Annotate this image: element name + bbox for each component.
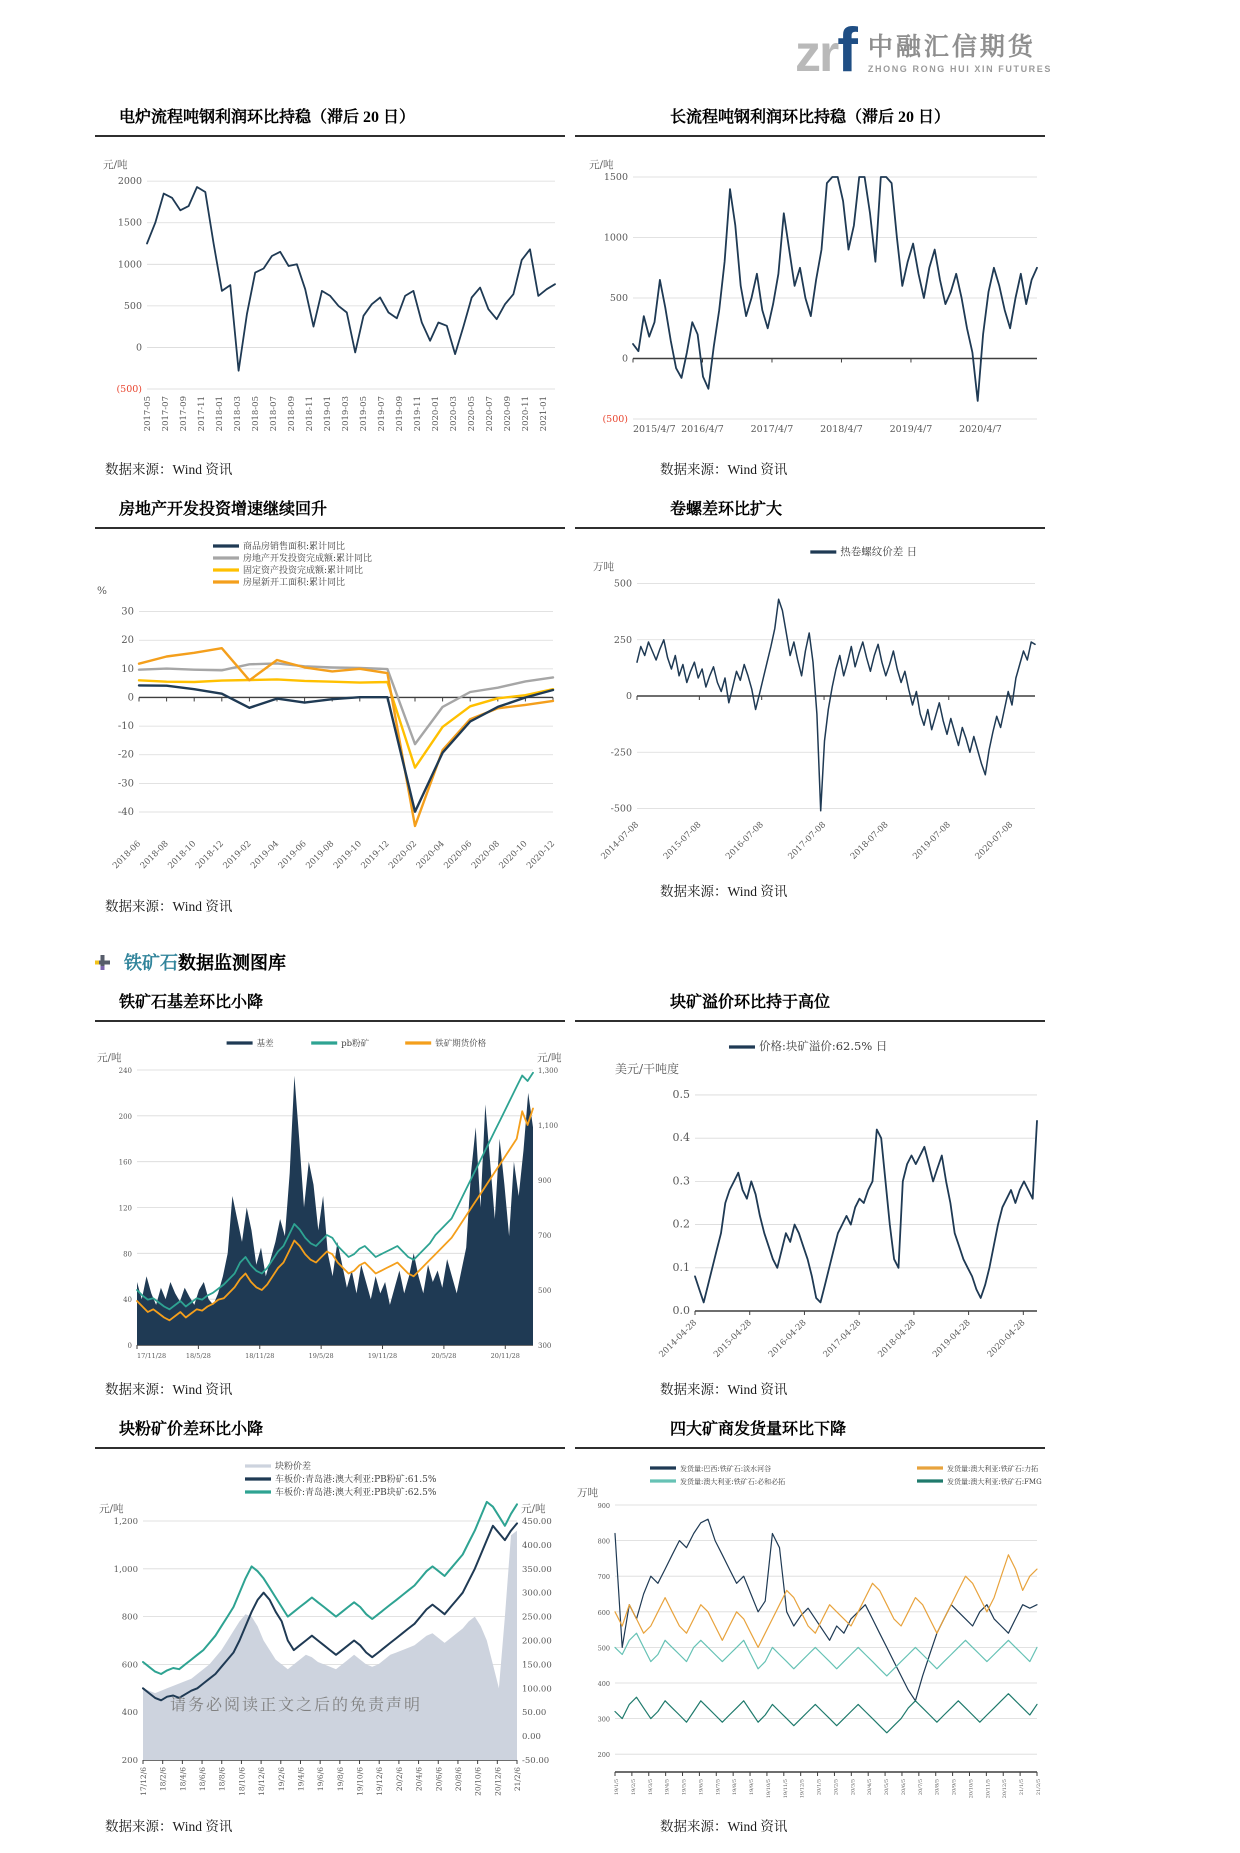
svg-text:1000: 1000 xyxy=(603,232,628,244)
svg-text:20/8/6: 20/8/6 xyxy=(453,1767,463,1792)
svg-text:2018-08: 2018-08 xyxy=(138,839,171,872)
chart-block-long-process-profit xyxy=(575,104,1045,478)
svg-text:19/8/5: 19/8/5 xyxy=(732,1779,739,1796)
svg-text:2019-08: 2019-08 xyxy=(304,839,337,872)
svg-text:-50.00: -50.00 xyxy=(522,1756,550,1766)
chart-block-lump-premium xyxy=(575,989,1045,1398)
svg-text:2021-01: 2021-01 xyxy=(538,396,549,432)
svg-text:20: 20 xyxy=(121,635,134,647)
svg-text:美元/干吨度: 美元/干吨度 xyxy=(615,1062,680,1076)
svg-text:2020-10: 2020-10 xyxy=(497,839,530,872)
chart-title: 长流程吨钢利润环比持稳（滞后 20 日） xyxy=(575,104,1045,137)
svg-text:400.00: 400.00 xyxy=(522,1540,552,1551)
svg-text:-40: -40 xyxy=(117,806,134,818)
svg-text:300: 300 xyxy=(597,1715,610,1724)
svg-text:900: 900 xyxy=(538,1177,552,1185)
data-source-label: 数据来源：Wind 资讯 xyxy=(660,1382,788,1397)
svg-text:160: 160 xyxy=(118,1158,132,1167)
svg-text:1,300: 1,300 xyxy=(538,1067,559,1075)
svg-text:40: 40 xyxy=(123,1296,132,1305)
svg-text:固定资产投资完成额:累计同比: 固定资产投资完成额:累计同比 xyxy=(243,566,364,576)
svg-text:2019-07-08: 2019-07-08 xyxy=(911,820,953,862)
data-source-label: 数据来源：Wind 资讯 xyxy=(660,1819,788,1834)
svg-text:-500: -500 xyxy=(610,803,632,815)
svg-text:20/3/5: 20/3/5 xyxy=(850,1779,857,1796)
svg-text:18/10/6: 18/10/6 xyxy=(237,1767,247,1796)
svg-text:万吨: 万吨 xyxy=(593,561,614,573)
svg-text:2018-01: 2018-01 xyxy=(214,396,225,432)
svg-text:21/2/6: 21/2/6 xyxy=(513,1767,522,1792)
svg-text:2020-02: 2020-02 xyxy=(387,839,420,872)
svg-text:2020-11: 2020-11 xyxy=(520,396,531,432)
miner-shipments-chart xyxy=(575,1459,1045,1809)
disclaimer-footer: 请务必阅读正文之后的免责声明 xyxy=(170,1697,423,1714)
svg-text:20/9/5: 20/9/5 xyxy=(951,1779,958,1796)
svg-text:18/2/6: 18/2/6 xyxy=(158,1767,168,1792)
svg-text:热卷螺纹价差 日: 热卷螺纹价差 日 xyxy=(840,546,918,558)
svg-text:2019-09: 2019-09 xyxy=(394,396,405,432)
svg-text:-30: -30 xyxy=(117,778,134,790)
svg-text:1,000: 1,000 xyxy=(113,1564,138,1575)
svg-text:20/4/6: 20/4/6 xyxy=(414,1767,424,1792)
svg-text:2020-07: 2020-07 xyxy=(484,396,495,432)
svg-text:-10: -10 xyxy=(117,721,134,733)
svg-text:2019-03: 2019-03 xyxy=(340,396,351,432)
svg-text:0: 0 xyxy=(621,353,628,365)
svg-text:元/吨: 元/吨 xyxy=(521,1503,546,1515)
chart-block-miner-shipments xyxy=(575,1416,1045,1835)
svg-text:400: 400 xyxy=(597,1680,610,1688)
svg-text:2018-12: 2018-12 xyxy=(193,839,226,872)
svg-text:(500): (500) xyxy=(602,414,628,425)
data-source-label: 数据来源：Wind 资讯 xyxy=(105,1382,233,1397)
data-source-label: 数据来源：Wind 资讯 xyxy=(105,462,233,477)
svg-text:2020-12: 2020-12 xyxy=(525,839,558,872)
svg-text:500: 500 xyxy=(123,300,142,312)
svg-text:20/5/5: 20/5/5 xyxy=(884,1779,891,1796)
svg-text:200.00: 200.00 xyxy=(522,1636,552,1647)
svg-text:2018-06: 2018-06 xyxy=(111,839,144,872)
svg-text:2019/4/7: 2019/4/7 xyxy=(889,424,933,435)
svg-text:2020-08: 2020-08 xyxy=(469,839,502,872)
lump-premium-chart xyxy=(575,1032,1045,1372)
svg-text:2019-04: 2019-04 xyxy=(249,839,282,872)
svg-text:2020-09: 2020-09 xyxy=(502,396,513,432)
svg-text:20/8/5: 20/8/5 xyxy=(934,1779,941,1796)
svg-text:pb粉矿: pb粉矿 xyxy=(341,1039,370,1049)
svg-text:2016-04-28: 2016-04-28 xyxy=(766,1318,809,1360)
svg-text:20/10/6: 20/10/6 xyxy=(473,1767,483,1796)
svg-text:20/1/5: 20/1/5 xyxy=(816,1779,823,1796)
long-process-profit-chart xyxy=(575,147,1045,452)
svg-text:80: 80 xyxy=(123,1250,132,1259)
svg-text:2017/4/7: 2017/4/7 xyxy=(750,424,794,435)
svg-text:0.2: 0.2 xyxy=(672,1217,690,1231)
svg-text:2017-07: 2017-07 xyxy=(160,396,171,432)
iron-ore-basis-chart xyxy=(95,1032,565,1372)
svg-text:200: 200 xyxy=(118,1112,132,1121)
svg-text:车板价:青岛港:澳大利亚:PB粉矿:61.5%: 车板价:青岛港:澳大利亚:PB粉矿:61.5% xyxy=(275,1475,437,1485)
svg-text:19/12/6: 19/12/6 xyxy=(375,1767,385,1796)
svg-text:车板价:青岛港:澳大利亚:PB块矿:62.5%: 车板价:青岛港:澳大利亚:PB块矿:62.5% xyxy=(275,1488,437,1498)
svg-text:2020/4/7: 2020/4/7 xyxy=(959,424,1002,435)
svg-text:21/1/5: 21/1/5 xyxy=(1019,1779,1026,1796)
svg-text:19/5/28: 19/5/28 xyxy=(308,1352,334,1360)
section-title xyxy=(124,949,286,975)
svg-text:0: 0 xyxy=(625,691,632,702)
svg-text:17/11/28: 17/11/28 xyxy=(137,1352,167,1360)
svg-text:2018-04-28: 2018-04-28 xyxy=(876,1318,919,1360)
svg-text:2000: 2000 xyxy=(117,176,142,188)
svg-text:19/4/6: 19/4/6 xyxy=(296,1767,306,1792)
svg-text:19/7/5: 19/7/5 xyxy=(715,1779,722,1796)
svg-text:700: 700 xyxy=(538,1232,552,1240)
svg-text:2017-07-08: 2017-07-08 xyxy=(786,820,829,862)
svg-text:18/8/6: 18/8/6 xyxy=(217,1767,227,1792)
svg-text:2019-05: 2019-05 xyxy=(358,396,369,432)
svg-text:2014-07-08: 2014-07-08 xyxy=(599,820,642,862)
svg-text:100.00: 100.00 xyxy=(522,1684,552,1695)
svg-text:500: 500 xyxy=(538,1287,552,1295)
svg-text:30: 30 xyxy=(121,606,134,618)
svg-text:20/7/5: 20/7/5 xyxy=(917,1779,924,1796)
svg-text:2016-07-08: 2016-07-08 xyxy=(724,820,766,862)
svg-text:商品房销售面积:累计同比: 商品房销售面积:累计同比 xyxy=(243,542,346,552)
svg-text:0: 0 xyxy=(127,692,134,704)
svg-text:发货量:巴西:铁矿石:淡水河谷: 发货量:巴西:铁矿石:淡水河谷 xyxy=(680,1465,772,1473)
svg-text:18/6/6: 18/6/6 xyxy=(198,1767,208,1792)
svg-text:1,100: 1,100 xyxy=(538,1122,559,1130)
svg-text:20/2/6: 20/2/6 xyxy=(394,1767,404,1792)
svg-text:元/吨: 元/吨 xyxy=(99,1503,124,1515)
svg-text:500: 500 xyxy=(597,1644,610,1653)
svg-text:20/11/5: 20/11/5 xyxy=(985,1779,992,1799)
chart-title: 房地产开发投资增速继续回升 xyxy=(95,496,565,529)
svg-text:发货量:澳大利亚:铁矿石:FMG: 发货量:澳大利亚:铁矿石:FMG xyxy=(947,1478,1042,1486)
data-source-label: 数据来源：Wind 资讯 xyxy=(660,884,788,899)
svg-text:600: 600 xyxy=(597,1608,610,1617)
svg-text:800: 800 xyxy=(121,1612,138,1623)
svg-text:2020-05: 2020-05 xyxy=(466,396,477,432)
svg-text:20/6/6: 20/6/6 xyxy=(434,1767,444,1792)
svg-text:10: 10 xyxy=(121,663,134,675)
svg-text:19/6/6: 19/6/6 xyxy=(316,1767,326,1792)
svg-text:(500): (500) xyxy=(116,384,142,395)
svg-text:20/11/28: 20/11/28 xyxy=(490,1352,520,1360)
svg-text:50.00: 50.00 xyxy=(522,1708,547,1719)
svg-text:0.0: 0.0 xyxy=(672,1304,690,1317)
svg-text:20/12/5: 20/12/5 xyxy=(1002,1779,1009,1799)
chart-title: 卷螺差环比扩大 xyxy=(575,496,1045,529)
svg-text:20/10/5: 20/10/5 xyxy=(968,1779,975,1799)
svg-text:2018/4/7: 2018/4/7 xyxy=(820,424,863,435)
svg-text:2020-04: 2020-04 xyxy=(414,839,447,872)
chart-title: 块粉矿价差环比小降 xyxy=(95,1416,565,1449)
svg-text:20/6/5: 20/6/5 xyxy=(900,1779,907,1796)
svg-text:19/11/28: 19/11/28 xyxy=(367,1352,398,1360)
svg-text:2020-03: 2020-03 xyxy=(448,396,459,432)
svg-text:18/4/6: 18/4/6 xyxy=(178,1767,188,1792)
svg-text:200: 200 xyxy=(597,1751,610,1760)
svg-text:0.00: 0.00 xyxy=(522,1732,541,1743)
svg-text:450.00: 450.00 xyxy=(522,1517,552,1527)
chart-title: 四大矿商发货量环比下降 xyxy=(575,1416,1045,1449)
svg-text:2019-02: 2019-02 xyxy=(221,839,254,872)
chart-block-electric-furnace-profit xyxy=(95,104,565,478)
svg-text:17/12/6: 17/12/6 xyxy=(139,1767,148,1796)
svg-text:1500: 1500 xyxy=(603,172,628,183)
svg-text:2019-07: 2019-07 xyxy=(376,396,387,432)
svg-text:万吨: 万吨 xyxy=(577,1487,598,1499)
svg-text:2019-12: 2019-12 xyxy=(359,839,392,872)
svg-text:19/1/5: 19/1/5 xyxy=(614,1779,620,1796)
logo-company-name-en: ZHONG RONG HUI XIN FUTURES xyxy=(867,63,1052,74)
section-title-rest: 数据监测图库 xyxy=(178,953,286,973)
svg-text:元/吨: 元/吨 xyxy=(103,159,128,171)
svg-text:18/5/28: 18/5/28 xyxy=(185,1352,211,1360)
chart-title: 块矿溢价环比持于高位 xyxy=(575,989,1045,1022)
data-source-label: 数据来源：Wind 资讯 xyxy=(105,899,233,914)
logo-f-text: f xyxy=(837,16,856,85)
svg-text:18/12/6: 18/12/6 xyxy=(257,1767,267,1796)
svg-text:2019-04-28: 2019-04-28 xyxy=(930,1318,973,1360)
svg-text:300.00: 300.00 xyxy=(522,1588,552,1599)
svg-text:900: 900 xyxy=(597,1502,610,1510)
iron-ore-section-header xyxy=(95,949,1045,975)
svg-text:发货量:澳大利亚:铁矿石:力拓: 发货量:澳大利亚:铁矿石:力拓 xyxy=(947,1465,1039,1473)
svg-text:2018-03: 2018-03 xyxy=(232,396,243,432)
svg-text:2017-04-28: 2017-04-28 xyxy=(821,1318,864,1360)
svg-text:0.3: 0.3 xyxy=(672,1174,690,1188)
svg-text:2017-05: 2017-05 xyxy=(143,396,153,432)
svg-text:2015-04-28: 2015-04-28 xyxy=(712,1318,754,1360)
svg-text:元/吨: 元/吨 xyxy=(97,1052,122,1064)
svg-text:18/11/28: 18/11/28 xyxy=(245,1352,275,1360)
svg-text:250: 250 xyxy=(613,634,632,646)
svg-text:19/8/6: 19/8/6 xyxy=(335,1767,345,1792)
svg-text:20/2/5: 20/2/5 xyxy=(833,1779,840,1796)
company-logo xyxy=(794,16,1052,85)
svg-text:0.5: 0.5 xyxy=(672,1087,690,1101)
data-source-label: 数据来源：Wind 资讯 xyxy=(105,1819,233,1834)
chart-block-lump-fines-spread xyxy=(95,1416,565,1835)
svg-text:21/2/5: 21/2/5 xyxy=(1036,1779,1042,1796)
svg-text:2019-01: 2019-01 xyxy=(322,396,333,432)
svg-text:19/6/5: 19/6/5 xyxy=(698,1779,705,1796)
svg-text:块粉价差: 块粉价差 xyxy=(275,1462,312,1472)
svg-text:2014-04-28: 2014-04-28 xyxy=(657,1318,700,1360)
logo-zr-text: zr xyxy=(794,25,838,83)
svg-text:2017-11: 2017-11 xyxy=(196,396,207,432)
chart-title: 铁矿石基差环比小降 xyxy=(95,989,565,1022)
svg-text:%: % xyxy=(97,585,107,597)
svg-text:19/3/5: 19/3/5 xyxy=(647,1779,654,1796)
svg-text:700: 700 xyxy=(597,1573,610,1582)
svg-text:2020-06: 2020-06 xyxy=(442,839,475,872)
svg-text:2019-11: 2019-11 xyxy=(412,396,423,432)
section-title-highlight: 铁矿石 xyxy=(124,953,178,973)
svg-text:19/4/5: 19/4/5 xyxy=(664,1779,671,1796)
svg-text:250.00: 250.00 xyxy=(522,1612,552,1623)
electric-furnace-profit-chart xyxy=(95,147,565,452)
svg-text:-250: -250 xyxy=(610,747,632,759)
svg-text:19/10/6: 19/10/6 xyxy=(355,1767,365,1796)
svg-text:2018-07-08: 2018-07-08 xyxy=(848,820,891,862)
svg-text:0: 0 xyxy=(127,1342,132,1350)
svg-text:19/2/6: 19/2/6 xyxy=(276,1767,286,1792)
svg-text:2020-01: 2020-01 xyxy=(430,396,441,432)
svg-text:800: 800 xyxy=(597,1537,610,1546)
real-estate-investment-chart xyxy=(95,539,565,889)
svg-text:150.00: 150.00 xyxy=(522,1660,552,1671)
svg-text:2017-09: 2017-09 xyxy=(178,396,189,432)
svg-text:2016/4/7: 2016/4/7 xyxy=(681,424,724,435)
svg-text:-20: -20 xyxy=(117,749,134,761)
svg-text:0: 0 xyxy=(135,342,142,354)
svg-text:2018-10: 2018-10 xyxy=(166,839,199,872)
svg-text:350.00: 350.00 xyxy=(522,1564,552,1575)
svg-text:20/5/28: 20/5/28 xyxy=(431,1352,457,1360)
chart-block-iron-ore-basis xyxy=(95,989,565,1398)
svg-text:600: 600 xyxy=(121,1660,138,1671)
svg-text:19/11/5: 19/11/5 xyxy=(782,1779,789,1799)
svg-text:1500: 1500 xyxy=(117,217,142,229)
chart-block-real-estate-investment xyxy=(95,496,565,915)
svg-text:2015/4/7: 2015/4/7 xyxy=(633,424,676,435)
svg-text:0.4: 0.4 xyxy=(672,1131,690,1145)
svg-text:2018-05: 2018-05 xyxy=(250,396,261,432)
svg-text:500: 500 xyxy=(609,293,628,304)
svg-text:2015-07-08: 2015-07-08 xyxy=(661,820,704,862)
svg-text:19/9/5: 19/9/5 xyxy=(749,1779,756,1796)
svg-text:0.1: 0.1 xyxy=(672,1260,690,1274)
logo-zrf-mark xyxy=(794,16,856,85)
svg-text:房屋新开工面积:累计同比: 房屋新开工面积:累计同比 xyxy=(243,578,346,588)
svg-text:2019-06: 2019-06 xyxy=(276,839,309,872)
svg-text:房地产开发投资完成额:累计同比: 房地产开发投资完成额:累计同比 xyxy=(243,554,373,564)
svg-text:1000: 1000 xyxy=(117,259,142,271)
section-bullet-plus-icon xyxy=(95,955,110,970)
svg-text:2020-07-08: 2020-07-08 xyxy=(973,820,1016,862)
svg-text:2018-09: 2018-09 xyxy=(286,396,297,432)
svg-text:发货量:澳大利亚:铁矿石:必和必拓: 发货量:澳大利亚:铁矿石:必和必拓 xyxy=(680,1478,786,1486)
svg-text:500: 500 xyxy=(613,578,632,590)
logo-names xyxy=(868,34,1052,76)
svg-text:400: 400 xyxy=(121,1708,138,1719)
svg-text:19/5/5: 19/5/5 xyxy=(681,1779,688,1796)
svg-text:基差: 基差 xyxy=(256,1039,274,1049)
chart-block-coil-rebar-spread xyxy=(575,496,1045,915)
svg-text:2018-07: 2018-07 xyxy=(268,396,279,432)
svg-text:19/12/5: 19/12/5 xyxy=(799,1779,806,1799)
svg-text:240: 240 xyxy=(118,1067,132,1075)
svg-text:元/吨: 元/吨 xyxy=(537,1052,562,1064)
lump-fines-spread-chart xyxy=(95,1459,565,1809)
svg-text:19/10/5: 19/10/5 xyxy=(765,1779,772,1799)
svg-text:19/2/5: 19/2/5 xyxy=(630,1779,637,1796)
logo-company-name-cn: 中融汇信期货 xyxy=(867,34,1036,62)
svg-text:120: 120 xyxy=(118,1204,132,1213)
svg-text:300: 300 xyxy=(538,1342,552,1350)
svg-text:2018-11: 2018-11 xyxy=(304,396,315,432)
svg-text:价格:块矿溢价:62.5% 日: 价格:块矿溢价:62.5% 日 xyxy=(758,1039,888,1053)
chart-title: 电炉流程吨钢利润环比持稳（滞后 20 日） xyxy=(95,104,565,137)
data-source-label: 数据来源：Wind 资讯 xyxy=(660,462,788,477)
svg-text:元/吨: 元/吨 xyxy=(589,159,614,171)
svg-text:200: 200 xyxy=(121,1756,138,1766)
coil-rebar-spread-chart xyxy=(575,539,1045,874)
svg-text:2019-10: 2019-10 xyxy=(331,839,364,872)
svg-text:20/4/5: 20/4/5 xyxy=(867,1779,874,1796)
svg-text:1,200: 1,200 xyxy=(113,1517,138,1527)
svg-text:2020-04-28: 2020-04-28 xyxy=(985,1318,1028,1360)
svg-text:20/12/6: 20/12/6 xyxy=(493,1767,503,1796)
svg-text:铁矿期货价格: 铁矿期货价格 xyxy=(435,1039,487,1049)
charts-grid xyxy=(95,104,1045,1853)
